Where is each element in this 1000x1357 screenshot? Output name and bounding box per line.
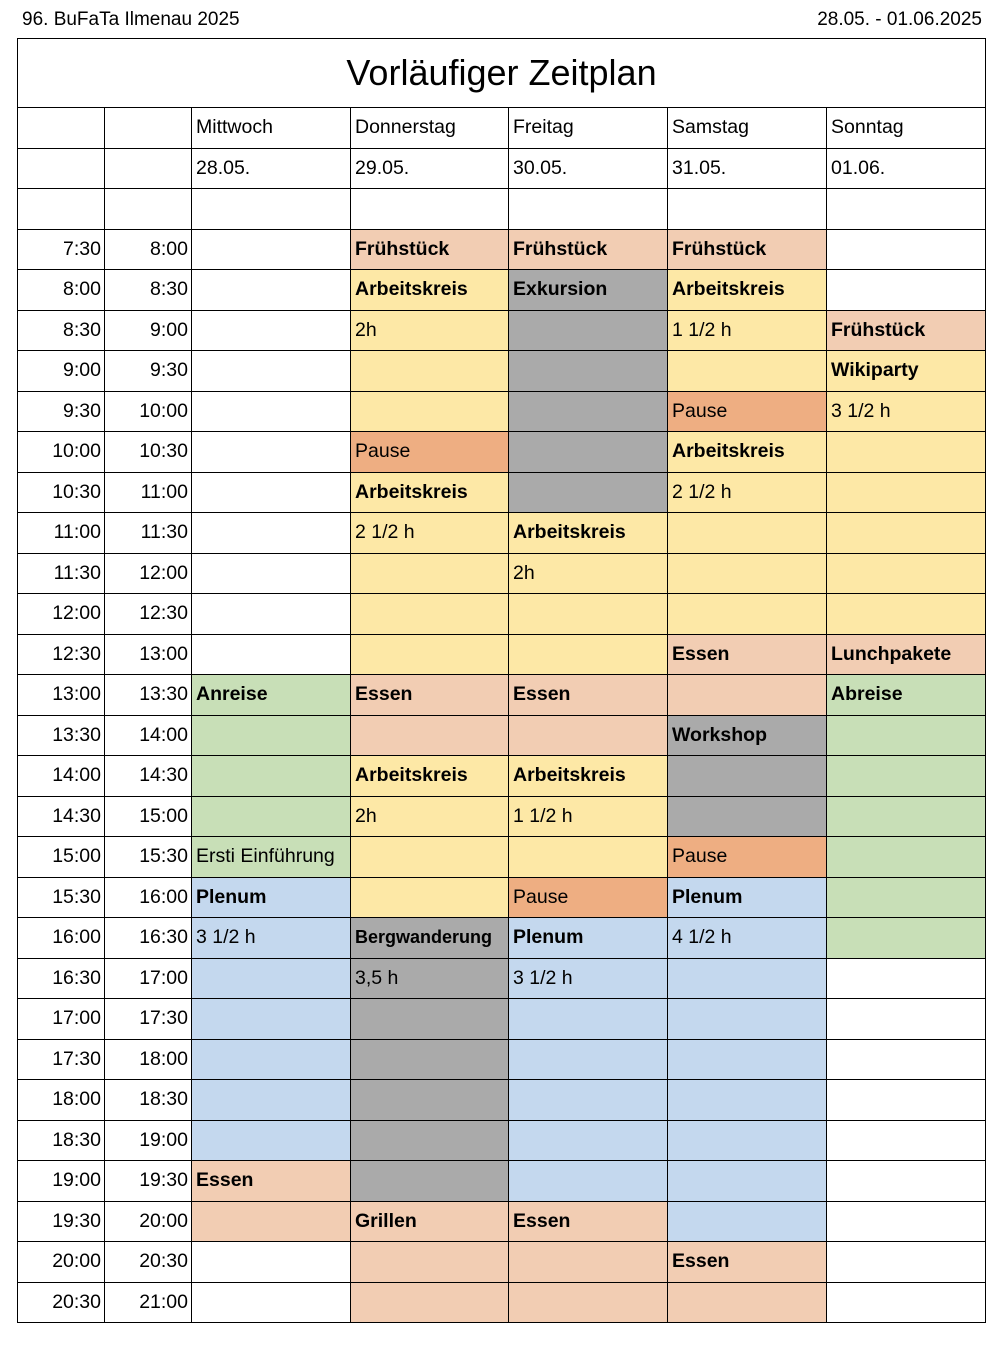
schedule-cell bbox=[192, 1201, 351, 1242]
time-from: 8:30 bbox=[18, 310, 105, 351]
schedule-cell: Frühstück bbox=[351, 229, 509, 270]
day-date-sonntag: 01.06. bbox=[827, 148, 986, 189]
time-to: 18:00 bbox=[105, 1039, 192, 1080]
schedule-cell bbox=[509, 1242, 668, 1283]
schedule-cell: 2h bbox=[351, 310, 509, 351]
schedule-cell bbox=[668, 351, 827, 392]
time-slot-row bbox=[18, 1161, 986, 1202]
schedule-cell bbox=[351, 553, 509, 594]
schedule-cell: 2 1/2 h bbox=[668, 472, 827, 513]
schedule-cell: Wikiparty bbox=[827, 351, 986, 392]
schedule-cell bbox=[668, 1120, 827, 1161]
schedule-cell bbox=[668, 1282, 827, 1323]
schedule-cell bbox=[509, 351, 668, 392]
schedule-cell bbox=[509, 594, 668, 635]
header-left: 96. BuFaTa Ilmenau 2025 bbox=[22, 9, 240, 30]
time-slot-row bbox=[18, 1120, 986, 1161]
schedule-cell bbox=[827, 432, 986, 473]
schedule-cell bbox=[192, 391, 351, 432]
schedule-cell bbox=[192, 351, 351, 392]
time-from: 16:00 bbox=[18, 918, 105, 959]
schedule-cell bbox=[192, 553, 351, 594]
schedule-cell: Pause bbox=[668, 391, 827, 432]
time-from: 12:30 bbox=[18, 634, 105, 675]
schedule-cell bbox=[509, 1080, 668, 1121]
schedule-cell bbox=[827, 270, 986, 311]
time-from: 19:00 bbox=[18, 1161, 105, 1202]
schedule-cell: Arbeitskreis bbox=[509, 513, 668, 554]
time-from: 10:00 bbox=[18, 432, 105, 473]
empty-cell bbox=[351, 189, 509, 230]
time-slot-row bbox=[18, 958, 986, 999]
schedule-cell: 3 1/2 h bbox=[827, 391, 986, 432]
day-date-samstag: 31.05. bbox=[668, 148, 827, 189]
time-slot-row bbox=[18, 1039, 986, 1080]
schedule-cell: Plenum bbox=[668, 877, 827, 918]
day-date-mittwoch: 28.05. bbox=[192, 148, 351, 189]
schedule-cell bbox=[827, 715, 986, 756]
time-from: 7:30 bbox=[18, 229, 105, 270]
time-slot-row bbox=[18, 553, 986, 594]
page-title: Vorläufiger Zeitplan bbox=[18, 39, 986, 108]
schedule-cell bbox=[827, 513, 986, 554]
time-from: 9:00 bbox=[18, 351, 105, 392]
schedule-cell bbox=[827, 918, 986, 959]
schedule-cell bbox=[668, 958, 827, 999]
schedule-cell: 1 1/2 h bbox=[668, 310, 827, 351]
schedule-cell: Arbeitskreis bbox=[668, 270, 827, 311]
day-date-freitag: 30.05. bbox=[509, 148, 668, 189]
time-slot-row bbox=[18, 796, 986, 837]
schedule-cell bbox=[509, 715, 668, 756]
schedule-cell bbox=[192, 270, 351, 311]
schedule-cell: Essen bbox=[351, 675, 509, 716]
schedule-cell bbox=[509, 432, 668, 473]
time-from: 15:30 bbox=[18, 877, 105, 918]
schedule-cell bbox=[668, 796, 827, 837]
time-slot-row bbox=[18, 715, 986, 756]
schedule-cell: Arbeitskreis bbox=[351, 270, 509, 311]
schedule-cell bbox=[827, 1282, 986, 1323]
schedule-cell bbox=[509, 391, 668, 432]
schedule-cell bbox=[192, 1282, 351, 1323]
schedule-cell bbox=[351, 715, 509, 756]
schedule-cell bbox=[827, 472, 986, 513]
time-from: 11:30 bbox=[18, 553, 105, 594]
schedule-cell: Essen bbox=[668, 634, 827, 675]
schedule-cell bbox=[827, 958, 986, 999]
day-name-donnerstag: Donnerstag bbox=[351, 108, 509, 149]
schedule-cell bbox=[668, 594, 827, 635]
empty-cell bbox=[668, 189, 827, 230]
schedule-cell bbox=[192, 1039, 351, 1080]
schedule-cell bbox=[509, 634, 668, 675]
schedule-cell: 1 1/2 h bbox=[509, 796, 668, 837]
schedule-cell bbox=[192, 432, 351, 473]
time-to: 12:00 bbox=[105, 553, 192, 594]
schedule-cell bbox=[509, 1161, 668, 1202]
schedule-cell bbox=[668, 1201, 827, 1242]
schedule-cell bbox=[668, 513, 827, 554]
schedule-cell bbox=[192, 634, 351, 675]
time-from: 14:30 bbox=[18, 796, 105, 837]
time-to: 12:30 bbox=[105, 594, 192, 635]
time-slot-row bbox=[18, 1242, 986, 1283]
time-from: 10:30 bbox=[18, 472, 105, 513]
schedule-cell bbox=[827, 837, 986, 878]
schedule-cell: Essen bbox=[192, 1161, 351, 1202]
header-right: 28.05. - 01.06.2025 bbox=[817, 9, 982, 30]
time-to: 17:30 bbox=[105, 999, 192, 1040]
schedule-cell bbox=[509, 999, 668, 1040]
time-from: 16:30 bbox=[18, 958, 105, 999]
schedule-cell: Arbeitskreis bbox=[509, 756, 668, 797]
schedule-cell bbox=[827, 1039, 986, 1080]
schedule-cell bbox=[509, 1039, 668, 1080]
schedule-cell: 2h bbox=[509, 553, 668, 594]
time-from: 17:00 bbox=[18, 999, 105, 1040]
schedule-cell bbox=[827, 553, 986, 594]
schedule-cell: Grillen bbox=[351, 1201, 509, 1242]
day-name-samstag: Samstag bbox=[668, 108, 827, 149]
schedule-cell bbox=[192, 1120, 351, 1161]
schedule-cell: Lunchpakete bbox=[827, 634, 986, 675]
schedule-cell: 2h bbox=[351, 796, 509, 837]
schedule-cell bbox=[192, 229, 351, 270]
time-from: 13:00 bbox=[18, 675, 105, 716]
schedule-cell bbox=[668, 999, 827, 1040]
schedule-cell bbox=[668, 1080, 827, 1121]
schedule-cell: Frühstück bbox=[509, 229, 668, 270]
time-to: 14:30 bbox=[105, 756, 192, 797]
empty-cell bbox=[105, 108, 192, 149]
schedule-cell: 3 1/2 h bbox=[192, 918, 351, 959]
schedule-cell: Arbeitskreis bbox=[351, 756, 509, 797]
day-name-freitag: Freitag bbox=[509, 108, 668, 149]
schedule-cell: Frühstück bbox=[827, 310, 986, 351]
schedule-cell: Pause bbox=[509, 877, 668, 918]
empty-cell bbox=[18, 189, 105, 230]
time-slot-row bbox=[18, 229, 986, 270]
time-slot-row bbox=[18, 877, 986, 918]
schedule-cell bbox=[351, 351, 509, 392]
time-to: 9:00 bbox=[105, 310, 192, 351]
schedule-cell bbox=[192, 472, 351, 513]
time-to: 13:00 bbox=[105, 634, 192, 675]
schedule-cell bbox=[827, 1201, 986, 1242]
time-from: 20:30 bbox=[18, 1282, 105, 1323]
schedule-cell: 2 1/2 h bbox=[351, 513, 509, 554]
schedule-cell bbox=[509, 837, 668, 878]
time-slot-row bbox=[18, 513, 986, 554]
schedule-cell: 3,5 h bbox=[351, 958, 509, 999]
empty-cell bbox=[105, 189, 192, 230]
schedule-cell: Pause bbox=[668, 837, 827, 878]
schedule-cell bbox=[351, 837, 509, 878]
time-from: 12:00 bbox=[18, 594, 105, 635]
time-to: 8:30 bbox=[105, 270, 192, 311]
time-slot-row bbox=[18, 918, 986, 959]
time-to: 19:00 bbox=[105, 1120, 192, 1161]
time-to: 15:00 bbox=[105, 796, 192, 837]
schedule-cell bbox=[351, 1282, 509, 1323]
time-from: 20:00 bbox=[18, 1242, 105, 1283]
schedule-cell bbox=[351, 1080, 509, 1121]
schedule-cell: Abreise bbox=[827, 675, 986, 716]
time-to: 8:00 bbox=[105, 229, 192, 270]
schedule-cell: Anreise bbox=[192, 675, 351, 716]
schedule-cell bbox=[668, 756, 827, 797]
schedule-cell bbox=[351, 1161, 509, 1202]
schedule-cell bbox=[192, 1080, 351, 1121]
time-to: 16:30 bbox=[105, 918, 192, 959]
day-date-row bbox=[18, 148, 986, 189]
schedule-cell bbox=[827, 594, 986, 635]
time-from: 18:30 bbox=[18, 1120, 105, 1161]
schedule-cell: 4 1/2 h bbox=[668, 918, 827, 959]
schedule-cell bbox=[509, 310, 668, 351]
schedule-cell bbox=[827, 796, 986, 837]
time-to: 16:00 bbox=[105, 877, 192, 918]
schedule-cell: Workshop bbox=[668, 715, 827, 756]
schedule-cell bbox=[509, 1120, 668, 1161]
schedule-cell bbox=[192, 1242, 351, 1283]
empty-cell bbox=[105, 148, 192, 189]
time-to: 9:30 bbox=[105, 351, 192, 392]
time-from: 15:00 bbox=[18, 837, 105, 878]
schedule-cell: Plenum bbox=[509, 918, 668, 959]
time-from: 9:30 bbox=[18, 391, 105, 432]
day-name-row bbox=[18, 108, 986, 149]
time-slot-row bbox=[18, 999, 986, 1040]
schedule-cell bbox=[192, 310, 351, 351]
schedule-cell: Frühstück bbox=[668, 229, 827, 270]
time-to: 14:00 bbox=[105, 715, 192, 756]
schedule-cell: Arbeitskreis bbox=[668, 432, 827, 473]
schedule-cell bbox=[827, 999, 986, 1040]
time-slot-row bbox=[18, 675, 986, 716]
schedule-cell: Pause bbox=[351, 432, 509, 473]
time-from: 14:00 bbox=[18, 756, 105, 797]
schedule-cell bbox=[351, 999, 509, 1040]
schedule-cell: Essen bbox=[509, 675, 668, 716]
schedule-cell: Essen bbox=[668, 1242, 827, 1283]
schedule-cell bbox=[192, 796, 351, 837]
schedule-cell bbox=[827, 1120, 986, 1161]
schedule-cell bbox=[827, 1161, 986, 1202]
schedule-cell bbox=[351, 1120, 509, 1161]
schedule-cell bbox=[192, 594, 351, 635]
time-from: 18:00 bbox=[18, 1080, 105, 1121]
schedule-cell bbox=[192, 715, 351, 756]
schedule-cell: Plenum bbox=[192, 877, 351, 918]
schedule-cell bbox=[351, 594, 509, 635]
time-to: 11:30 bbox=[105, 513, 192, 554]
time-to: 18:30 bbox=[105, 1080, 192, 1121]
time-to: 17:00 bbox=[105, 958, 192, 999]
schedule-cell bbox=[351, 877, 509, 918]
title-row bbox=[18, 39, 986, 108]
schedule-cell bbox=[827, 229, 986, 270]
spacer-row bbox=[18, 189, 986, 230]
schedule-cell bbox=[351, 1039, 509, 1080]
empty-cell bbox=[18, 108, 105, 149]
schedule-cell bbox=[192, 756, 351, 797]
day-date-donnerstag: 29.05. bbox=[351, 148, 509, 189]
time-to: 13:30 bbox=[105, 675, 192, 716]
time-slot-row bbox=[18, 837, 986, 878]
schedule-cell bbox=[192, 958, 351, 999]
time-slot-row bbox=[18, 1080, 986, 1121]
time-slot-row bbox=[18, 1282, 986, 1323]
schedule-cell bbox=[668, 675, 827, 716]
time-slot-row bbox=[18, 756, 986, 797]
schedule-cell bbox=[351, 634, 509, 675]
time-to: 20:30 bbox=[105, 1242, 192, 1283]
time-to: 21:00 bbox=[105, 1282, 192, 1323]
empty-cell bbox=[827, 189, 986, 230]
schedule-cell bbox=[509, 1282, 668, 1323]
time-to: 20:00 bbox=[105, 1201, 192, 1242]
day-name-mittwoch: Mittwoch bbox=[192, 108, 351, 149]
schedule-cell bbox=[192, 513, 351, 554]
time-slot-row bbox=[18, 594, 986, 635]
time-slot-row bbox=[18, 310, 986, 351]
time-from: 19:30 bbox=[18, 1201, 105, 1242]
schedule-cell bbox=[827, 877, 986, 918]
schedule-cell: 3 1/2 h bbox=[509, 958, 668, 999]
schedule-cell bbox=[192, 999, 351, 1040]
schedule-cell bbox=[668, 1161, 827, 1202]
time-slot-row bbox=[18, 391, 986, 432]
time-slot-row bbox=[18, 270, 986, 311]
time-to: 11:00 bbox=[105, 472, 192, 513]
time-from: 11:00 bbox=[18, 513, 105, 554]
time-from: 17:30 bbox=[18, 1039, 105, 1080]
schedule-cell bbox=[668, 553, 827, 594]
time-to: 10:30 bbox=[105, 432, 192, 473]
time-slot-row bbox=[18, 1201, 986, 1242]
schedule-cell: Ersti Einführung bbox=[192, 837, 351, 878]
time-slot-row bbox=[18, 634, 986, 675]
time-slot-row bbox=[18, 351, 986, 392]
schedule-cell: Exkursion bbox=[509, 270, 668, 311]
schedule-cell: Arbeitskreis bbox=[351, 472, 509, 513]
schedule-table bbox=[17, 38, 986, 1323]
day-name-sonntag: Sonntag bbox=[827, 108, 986, 149]
schedule-cell bbox=[668, 1039, 827, 1080]
schedule-cell: Essen bbox=[509, 1201, 668, 1242]
schedule-cell bbox=[351, 391, 509, 432]
time-slot-row bbox=[18, 472, 986, 513]
empty-cell bbox=[18, 148, 105, 189]
time-from: 13:30 bbox=[18, 715, 105, 756]
time-to: 10:00 bbox=[105, 391, 192, 432]
time-to: 19:30 bbox=[105, 1161, 192, 1202]
time-slot-row bbox=[18, 432, 986, 473]
schedule-cell bbox=[827, 1080, 986, 1121]
empty-cell bbox=[509, 189, 668, 230]
schedule-cell bbox=[827, 1242, 986, 1283]
schedule-cell bbox=[827, 756, 986, 797]
time-to: 15:30 bbox=[105, 837, 192, 878]
schedule-cell bbox=[509, 472, 668, 513]
schedule-cell bbox=[351, 1242, 509, 1283]
schedule-cell: Bergwanderung bbox=[351, 918, 509, 959]
time-from: 8:00 bbox=[18, 270, 105, 311]
empty-cell bbox=[192, 189, 351, 230]
